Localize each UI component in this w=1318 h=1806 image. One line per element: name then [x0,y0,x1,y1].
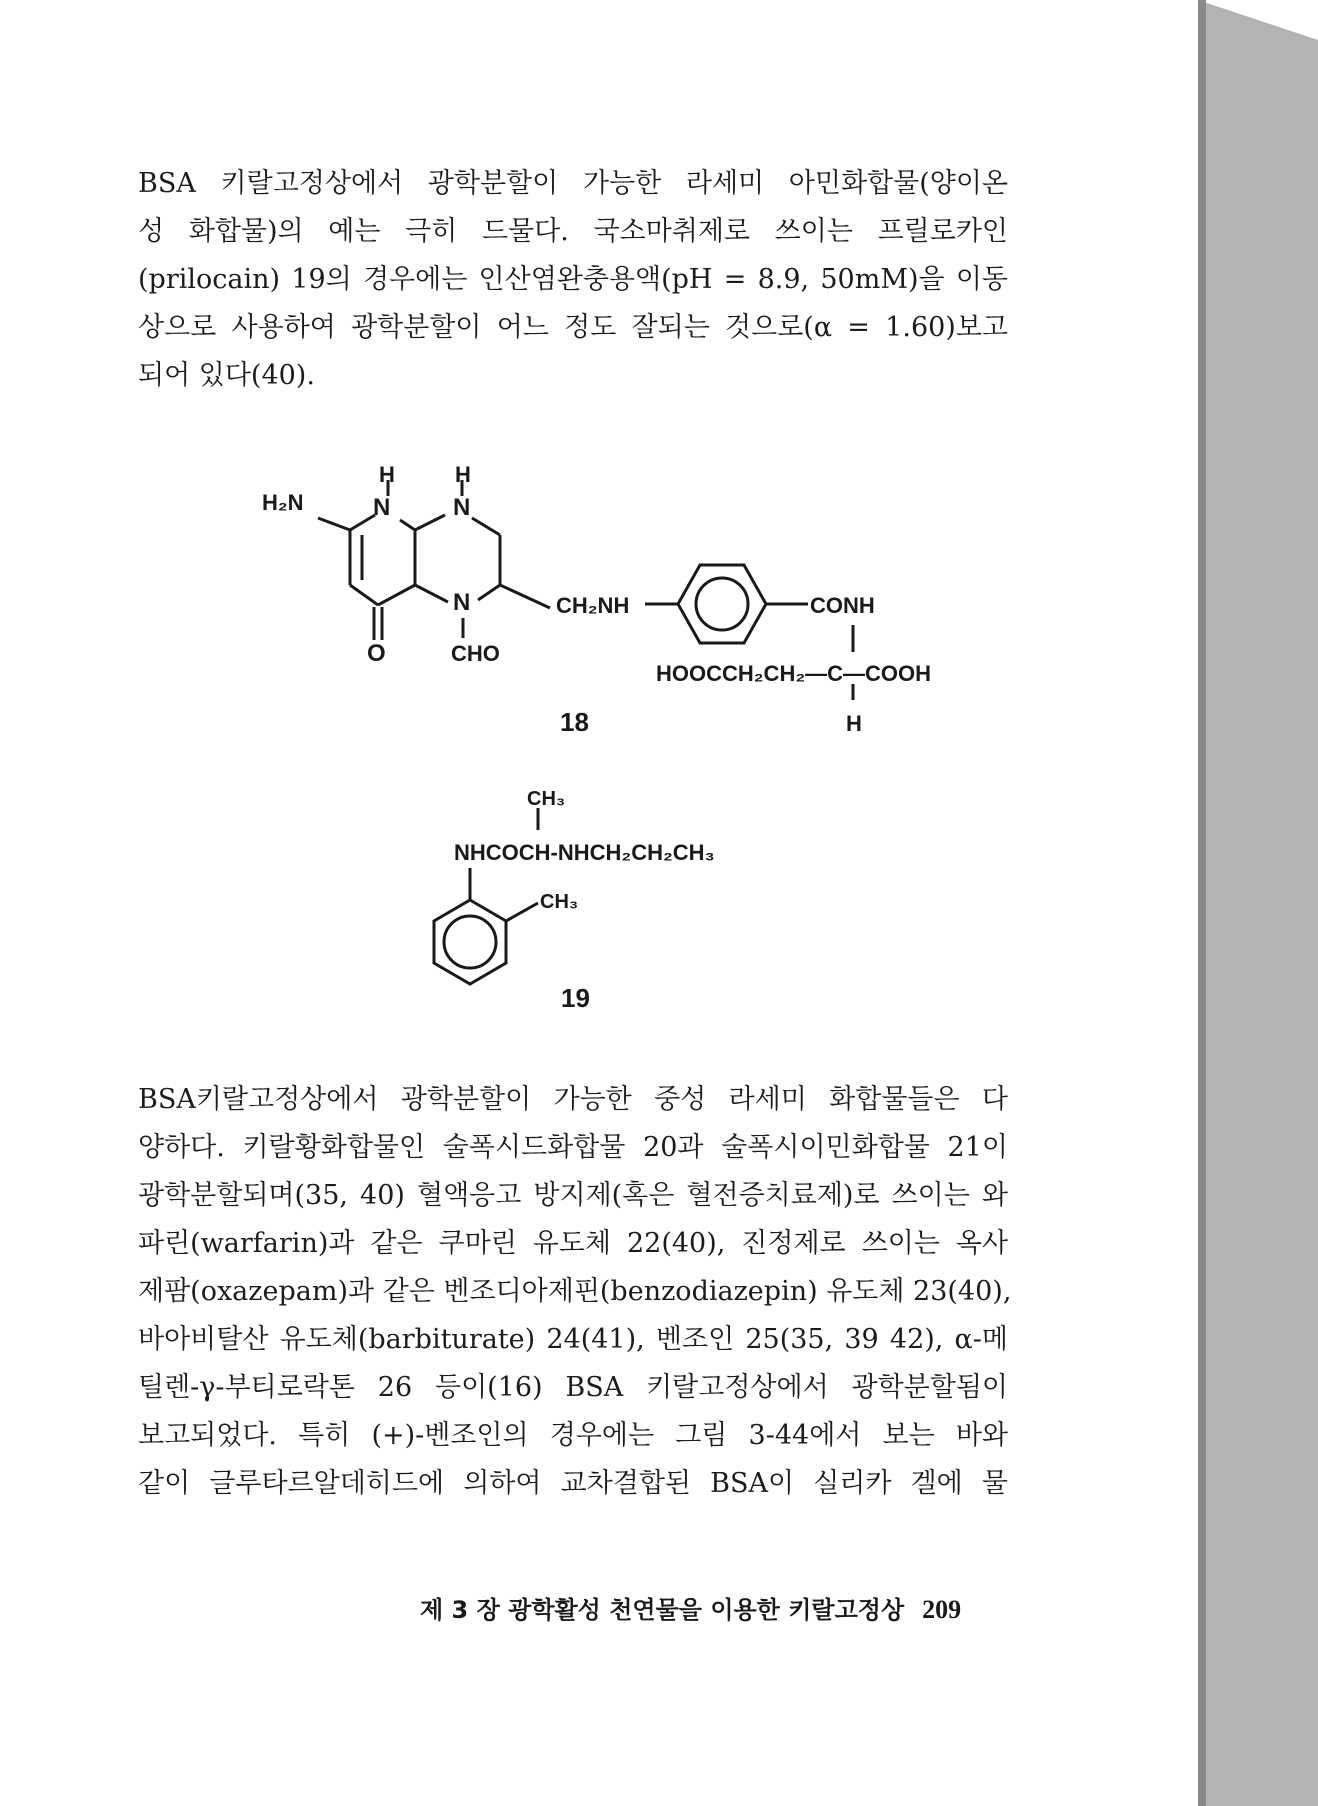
atom-label: H [455,462,471,487]
paragraph-2 [138,1076,1012,1508]
atom-label: CH₃ [540,891,579,913]
text-line: 보고되었다. 특히 (+)-벤조인의 경우에는 그림 3-44에서 보는 바와 [138,1420,1008,1451]
book-edge [1198,0,1318,1806]
text-line: (prilocain) 19의 경우에는 인산염완충용액(pH = 8.9, 50mM)을 이동 [138,264,1008,295]
atom-label: O [367,640,386,667]
bond [472,518,500,535]
text-line: 파린(warfarin)과 같은 쿠마린 유도체 22(40), 진정제로 쓰이는 옥사 [138,1228,1008,1259]
text-line: 같이 글루타르알데히드에 의하여 교차결합된 BSA이 실리카 겔에 물 [138,1468,1008,1499]
aromatic-circle [444,916,496,968]
atom-label: CONH [810,593,875,618]
book-edge-face [1198,0,1318,1806]
running-footer [420,1590,1020,1625]
bond [318,518,350,530]
structure-18-labels [262,462,931,737]
atom-label: CHO [451,641,500,666]
structure-19 [434,808,538,984]
text-line: BSA 키랄고정상에서 광학분할이 가능한 라세미 아민화합물(양이온 [138,168,1008,199]
text-line: 되어 있다(40). [138,360,315,391]
compound-number: 19 [561,983,590,1013]
book-edge-shadow [1198,0,1206,1806]
bond [400,520,415,530]
text-line: 광학분할되며(35, 40) 혈액응고 방지제(혹은 혈전증치료제)로 쓰이는 와 [138,1180,1008,1211]
text-line: 성 화합물)의 예는 극히 드물다. 국소마취제로 쓰이는 프릴로카인 [138,216,1008,247]
bond [415,585,448,602]
atom-label: N [453,494,471,521]
atom-label: HOOCCH₂CH₂—C—COOH [656,661,931,686]
atom-label: H₂N [262,490,304,515]
bond [350,585,378,605]
text-line: BSA키랄고정상에서 광학분할이 가능한 중성 라세미 화합물들은 다 [138,1084,1008,1115]
text-line: 제팜(oxazepam)과 같은 벤조디아제핀(benzodiazepin) 유도체 23(40), [138,1276,1012,1307]
atom-label: N [373,494,391,521]
text-line: 틸렌-γ-부티로락톤 26 등이(16) BSA 키랄고정상에서 광학분할됨이 [138,1372,1008,1403]
atom-label: H [846,711,862,736]
atom-label: CH₂NH [556,593,630,618]
text-line: 양하다. 키랄황화합물인 술폭시드화합물 20과 술폭시이민화합물 21이 [138,1132,1008,1163]
page-number: 209 [922,1595,962,1624]
chapter-title: 제 3 장 광학활성 천연물을 이용한 키랄고정상 [420,1596,905,1624]
aromatic-circle [696,578,748,630]
bond [506,903,538,921]
bond [350,515,375,530]
atom-label: NHCOCH-NHCH₂CH₂CH₃ [454,840,715,865]
structure-19-labels [454,788,715,1013]
atom-label: N [453,589,471,616]
bond [500,585,550,608]
bond [478,585,500,600]
bond [378,585,415,605]
atom-label: H [379,462,395,487]
bond [415,515,445,530]
compound-number: 18 [560,707,589,737]
text-line: 상으로 사용하여 광학분할이 어느 정도 잘되는 것으로(α = 1.60)보고 [138,312,1008,343]
atom-label: CH₃ [527,788,566,810]
text-line: 바아비탈산 유도체(barbiturate) 24(41), 벤조인 25(35, 39 42), α-메 [138,1324,1008,1355]
